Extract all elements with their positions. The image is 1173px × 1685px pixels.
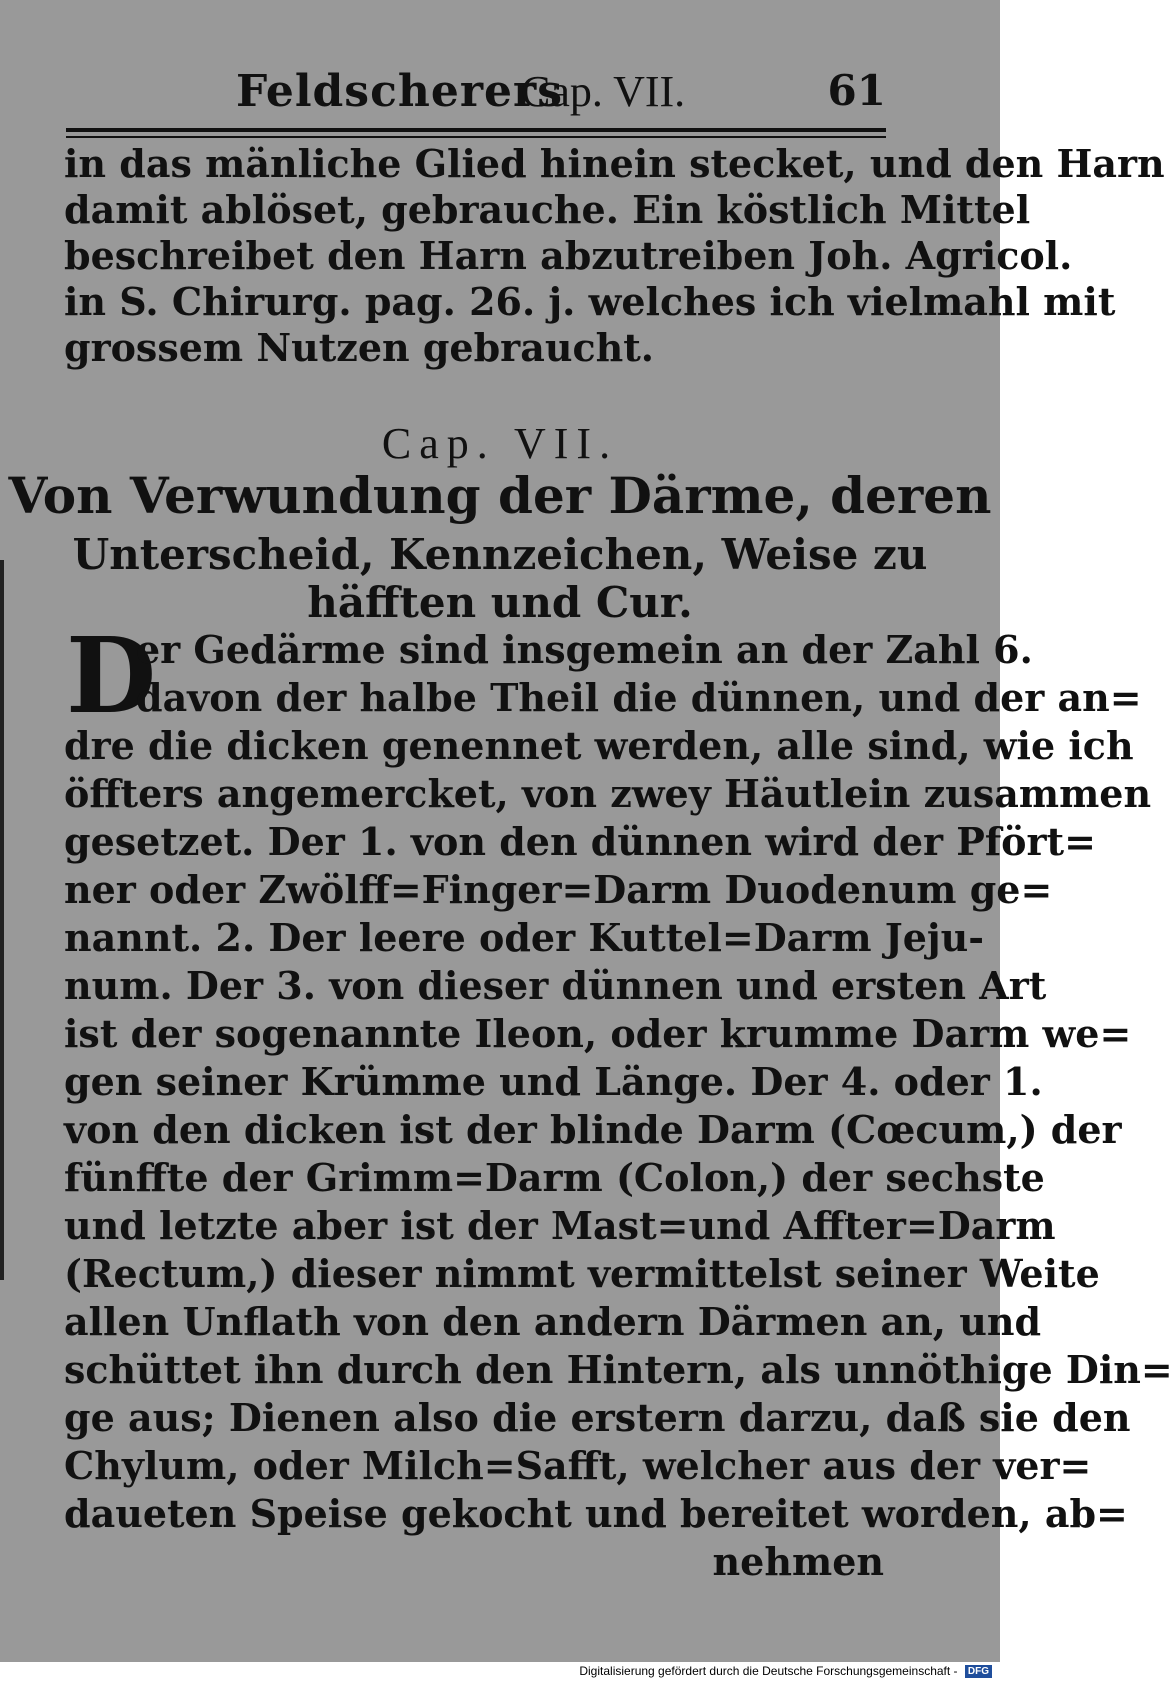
text-line: (Rectum,) dieser nimmt vermittelst seiner Weite: [64, 1251, 1100, 1296]
chapter-title-line: häfften und Cur.: [307, 578, 693, 627]
text-line: öffters angemercket, von zwey Häutlein zusammen: [64, 771, 1152, 816]
header-rule: [66, 128, 886, 132]
running-title: Feldscherers: [236, 66, 563, 117]
text-line: er Gedärme sind insgemein an der Zahl 6.: [136, 627, 1033, 672]
catchword: nehmen: [712, 1539, 884, 1584]
chapter-title-line: Unterscheid, Kennzeichen, Weise zu: [72, 530, 928, 579]
text-line: schüttet ihn durch den Hintern, als unnöthige Din=: [64, 1347, 1173, 1392]
dfg-logo-icon: DFG: [965, 1665, 992, 1678]
drop-cap-initial: D: [66, 614, 157, 737]
running-chapter: Cap. VII.: [521, 67, 686, 116]
credit-text: Digitalisierung gefördert durch die Deutsche Forschungsgemeinschaft -: [579, 1664, 958, 1678]
text-line: in das mänliche Glied hinein stecket, und den Harn: [64, 141, 1165, 186]
text-line: allen Unflath von den andern Därmen an, und: [64, 1299, 1042, 1344]
header-rule-thin: [66, 136, 886, 138]
text-line: Chylum, oder Milch=Safft, welcher aus der ver=: [64, 1443, 1092, 1488]
chapter-heading: Cap. VII.: [381, 419, 619, 468]
text-line: fünffte der Grimm=Darm (Colon,) der sechste: [64, 1155, 1045, 1200]
page-edge-shadow: [0, 560, 4, 1280]
page-number: 61: [827, 66, 886, 115]
text-line: ge aus; Dienen also die erstern darzu, daß sie den: [64, 1395, 1131, 1440]
running-head: [66, 58, 886, 118]
text-line: in S. Chirurg. pag. 26. j. welches ich vielmahl mit: [64, 279, 1116, 324]
text-line: gesetzet. Der 1. von den dünnen wird der Pfört=: [64, 819, 1096, 864]
text-line: daueten Speise gekocht und bereitet worden, ab=: [64, 1491, 1128, 1536]
text-line: ist der sogenannte Ileon, oder krumme Darm we=: [64, 1011, 1132, 1056]
text-line: num. Der 3. von dieser dünnen und ersten Art: [64, 963, 1047, 1008]
text-line: grossem Nutzen gebraucht.: [64, 325, 655, 370]
text-line: dre die dicken genennet werden, alle sind, wie ich: [64, 723, 1134, 768]
text-line: damit ablöset, gebrauche. Ein köstlich Mittel: [64, 187, 1031, 232]
text-line: davon der halbe Theil die dünnen, und der an=: [136, 675, 1142, 720]
text-line: nannt. 2. Der leere oder Kuttel=Darm Jeju-: [64, 915, 985, 960]
text-line: gen seiner Krümme und Länge. Der 4. oder 1.: [64, 1059, 1043, 1104]
text-line: beschreibet den Harn abzutreiben Joh. Agricol.: [64, 233, 1073, 278]
chapter-title-line: Von Verwundung der Därme, deren: [8, 466, 992, 525]
digitization-credit: [579, 1664, 992, 1678]
text-line: und letzte aber ist der Mast=und Affter=Darm: [64, 1203, 1056, 1248]
text-line: von den dicken ist der blinde Darm (Cœcum,) der: [64, 1107, 1122, 1152]
text-line: ner oder Zwölff=Finger=Darm Duodenum ge=: [64, 867, 1053, 912]
